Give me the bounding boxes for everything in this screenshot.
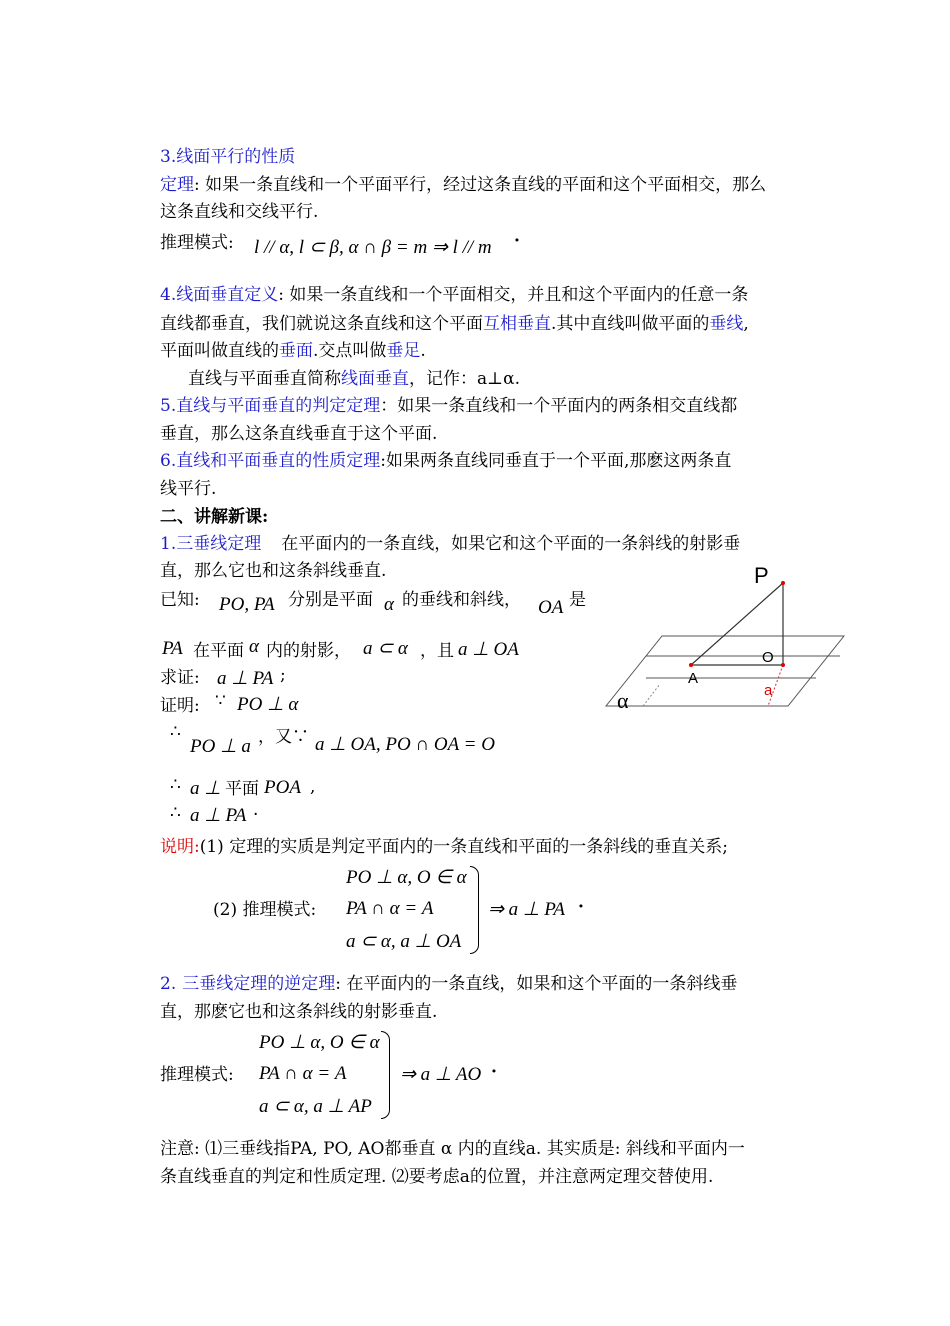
t2-heading: 三垂线定理的逆定理 — [182, 974, 336, 994]
line2-f1: PA — [162, 638, 183, 659]
heading-3: 3.线面平行的性质 — [160, 147, 296, 167]
point-O — [781, 663, 785, 667]
def-4-line3 — [160, 336, 426, 361]
proof-f1: PO ⊥ α — [237, 694, 299, 715]
note1-pattern-label: (2) 推理模式: — [213, 900, 317, 920]
term-mutual-perpendicular: 互相垂直 — [483, 314, 551, 334]
def-text-2a: 直线都垂直，我们就说这条直线和这个平面 — [160, 314, 483, 334]
line2-t3: ，且 — [420, 641, 454, 661]
line2-t2: 内的射影， — [266, 641, 351, 661]
term-perpendicular-plane: 垂面 — [279, 341, 313, 361]
step2-formula: PO ⊥ a — [190, 736, 251, 757]
def-text-3b: .交点叫做 — [313, 341, 387, 361]
t1-line1 — [160, 529, 740, 554]
step4-end: · — [253, 805, 259, 825]
given-f2: OA — [538, 597, 564, 618]
line2-f3: a ⊥ OA — [458, 639, 519, 660]
line2-alpha: α — [249, 636, 259, 657]
label-A: A — [688, 670, 699, 687]
point-A — [689, 663, 693, 667]
t2-brace — [381, 1031, 390, 1119]
s5-text: ：如果一条直线和一个平面内的两条相交直线都 — [380, 396, 738, 416]
therefore-3: ∴ — [170, 803, 181, 823]
t2-end: · — [491, 1062, 497, 1082]
proof-label: 证明: — [160, 696, 200, 716]
given-t2: 的垂线和斜线， — [402, 590, 521, 610]
theorem-text: : 如果一条直线和一个平面平行，经过这条直线的平面和这个平面相交，那么 — [194, 175, 767, 195]
note2-line1: 注意: ⑴三垂线指PA, PO, AO都垂直 α 内的直线a. 其实质是: 斜线和平面内一 — [160, 1139, 745, 1159]
plane-alpha-shape — [606, 636, 844, 706]
note1-cond-1: PO ⊥ α, O ∈ α — [346, 867, 467, 888]
term-foot: 垂足 — [386, 341, 421, 361]
s5-line1 — [160, 391, 737, 416]
def-text-2c: , — [743, 314, 749, 334]
prove-label: 求证: — [160, 668, 200, 688]
given-label: 已知: — [160, 590, 200, 610]
because-symbol: ∵ — [215, 691, 226, 711]
dotted-line — [643, 684, 660, 706]
s6-line2: 线平行. — [160, 479, 217, 499]
theorem-3-line1 — [160, 170, 766, 195]
given-f1: PO, PA — [219, 594, 275, 615]
given-t3: 是 — [569, 590, 586, 610]
three-perpendiculars-figure — [600, 558, 860, 728]
def-text-2b: .其中直线叫做平面的 — [551, 314, 710, 334]
pattern-label: 推理模式: — [160, 233, 234, 253]
theorem-3-line2: 这条直线和交线平行. — [160, 202, 319, 222]
t2-line2: 直，那麽它也和这条斜线的射影垂直. — [160, 1002, 438, 1022]
step2-text: ，又∵ — [258, 727, 309, 747]
label-O: O — [762, 649, 774, 666]
pattern-end: · — [514, 231, 520, 251]
prove-end: ; — [280, 665, 286, 685]
pattern-formula: l // α, l ⊂ β, α ∩ β = m ⇒ l // m — [254, 237, 492, 258]
step4-formula: a ⊥ PA — [190, 805, 247, 826]
label-alpha: α — [617, 688, 629, 713]
note1-line1 — [160, 832, 728, 857]
t2-cond-1: PO ⊥ α, O ∈ α — [259, 1032, 380, 1053]
s6-text: :如果两条直线同垂直于一个平面,那麽这两条直 — [380, 451, 732, 471]
t2-text: : 在平面内的一条直线，如果和这个平面的一条斜线垂 — [335, 974, 738, 994]
def-text: : 如果一条直线和一个平面相交，并且和这个平面内的任意一条 — [278, 285, 749, 305]
def-text-3c: . — [420, 341, 426, 361]
theorem-label: 定理 — [160, 175, 194, 195]
note1-result: ⇒ a ⊥ PA — [488, 899, 565, 920]
therefore-1: ∴ — [170, 722, 181, 742]
step3-f2: POA — [264, 777, 301, 798]
note1-cond-2: PA ∩ α = A — [346, 898, 434, 919]
def-4-line4 — [188, 364, 520, 389]
prove-formula: a ⊥ PA — [217, 668, 274, 689]
t2-cond-2: PA ∩ α = A — [259, 1063, 347, 1084]
t2-cond-3: a ⊂ α, a ⊥ AP — [259, 1096, 372, 1117]
t2-num: 2. — [160, 974, 177, 994]
step3-text: 平面 — [225, 779, 259, 799]
t1-text: 在平面内的一条直线，如果它和这个平面的一条斜线的射影垂 — [281, 534, 741, 554]
note1-brace — [470, 866, 479, 954]
def-text-4b: ，记作：a⊥α. — [409, 369, 521, 389]
heading-6: 直线和平面垂直的性质定理 — [176, 451, 381, 471]
def-4-line1 — [160, 280, 748, 305]
step3-f1: a ⊥ — [190, 778, 221, 799]
term-perpendicular-line: 垂线 — [709, 314, 744, 334]
heading-5: 5.直线与平面垂直的判定定理 — [160, 396, 381, 416]
step2-formula2: a ⊥ OA, PO ∩ OA = O — [315, 734, 495, 755]
given-alpha: α — [384, 594, 394, 615]
s6-line1 — [160, 446, 731, 471]
def-num: 4. — [160, 285, 177, 305]
term-short: 线面垂直 — [341, 369, 409, 389]
section-title: 二、讲解新课: — [160, 507, 269, 527]
t1-num: 1. — [160, 534, 177, 554]
t2-result: ⇒ a ⊥ AO — [400, 1064, 482, 1085]
note1-end: · — [578, 897, 584, 917]
t2-line1 — [160, 969, 737, 994]
line2-f2: a ⊂ α — [363, 638, 408, 659]
note2-line2: 条直线垂直的判定和性质定理. ⑵要考虑a的位置，并注意两定理交替使用. — [160, 1167, 714, 1187]
s6-num: 6. — [160, 451, 177, 471]
def-text-3a: 平面叫做直线的 — [160, 341, 279, 361]
t2-pattern-label: 推理模式: — [160, 1065, 234, 1085]
therefore-2: ∴ — [170, 775, 181, 795]
label-P: P — [754, 563, 769, 588]
label-a: a — [764, 682, 773, 699]
note-text: (1) 定理的实质是判定平面内的一条直线和平面的一条斜线的垂直关系; — [199, 837, 728, 857]
step3-end: , — [310, 777, 316, 797]
note1-cond-3: a ⊂ α, a ⊥ OA — [346, 931, 462, 952]
given-t1: 分别是平面 — [288, 590, 373, 610]
point-P — [781, 581, 785, 585]
note-label: 说明: — [160, 837, 200, 857]
t1-heading: 三垂线定理 — [176, 534, 262, 554]
t1-line2: 直，那么它也和这条斜线垂直. — [160, 561, 387, 581]
line2-t1: 在平面 — [193, 641, 244, 661]
def-text-4a: 直线与平面垂直简称 — [188, 369, 341, 389]
def-4-line2 — [160, 309, 749, 334]
def-term: 线面垂直定义 — [176, 285, 279, 305]
s5-line2: 垂直，那么这条直线垂直于这个平面. — [160, 424, 438, 444]
